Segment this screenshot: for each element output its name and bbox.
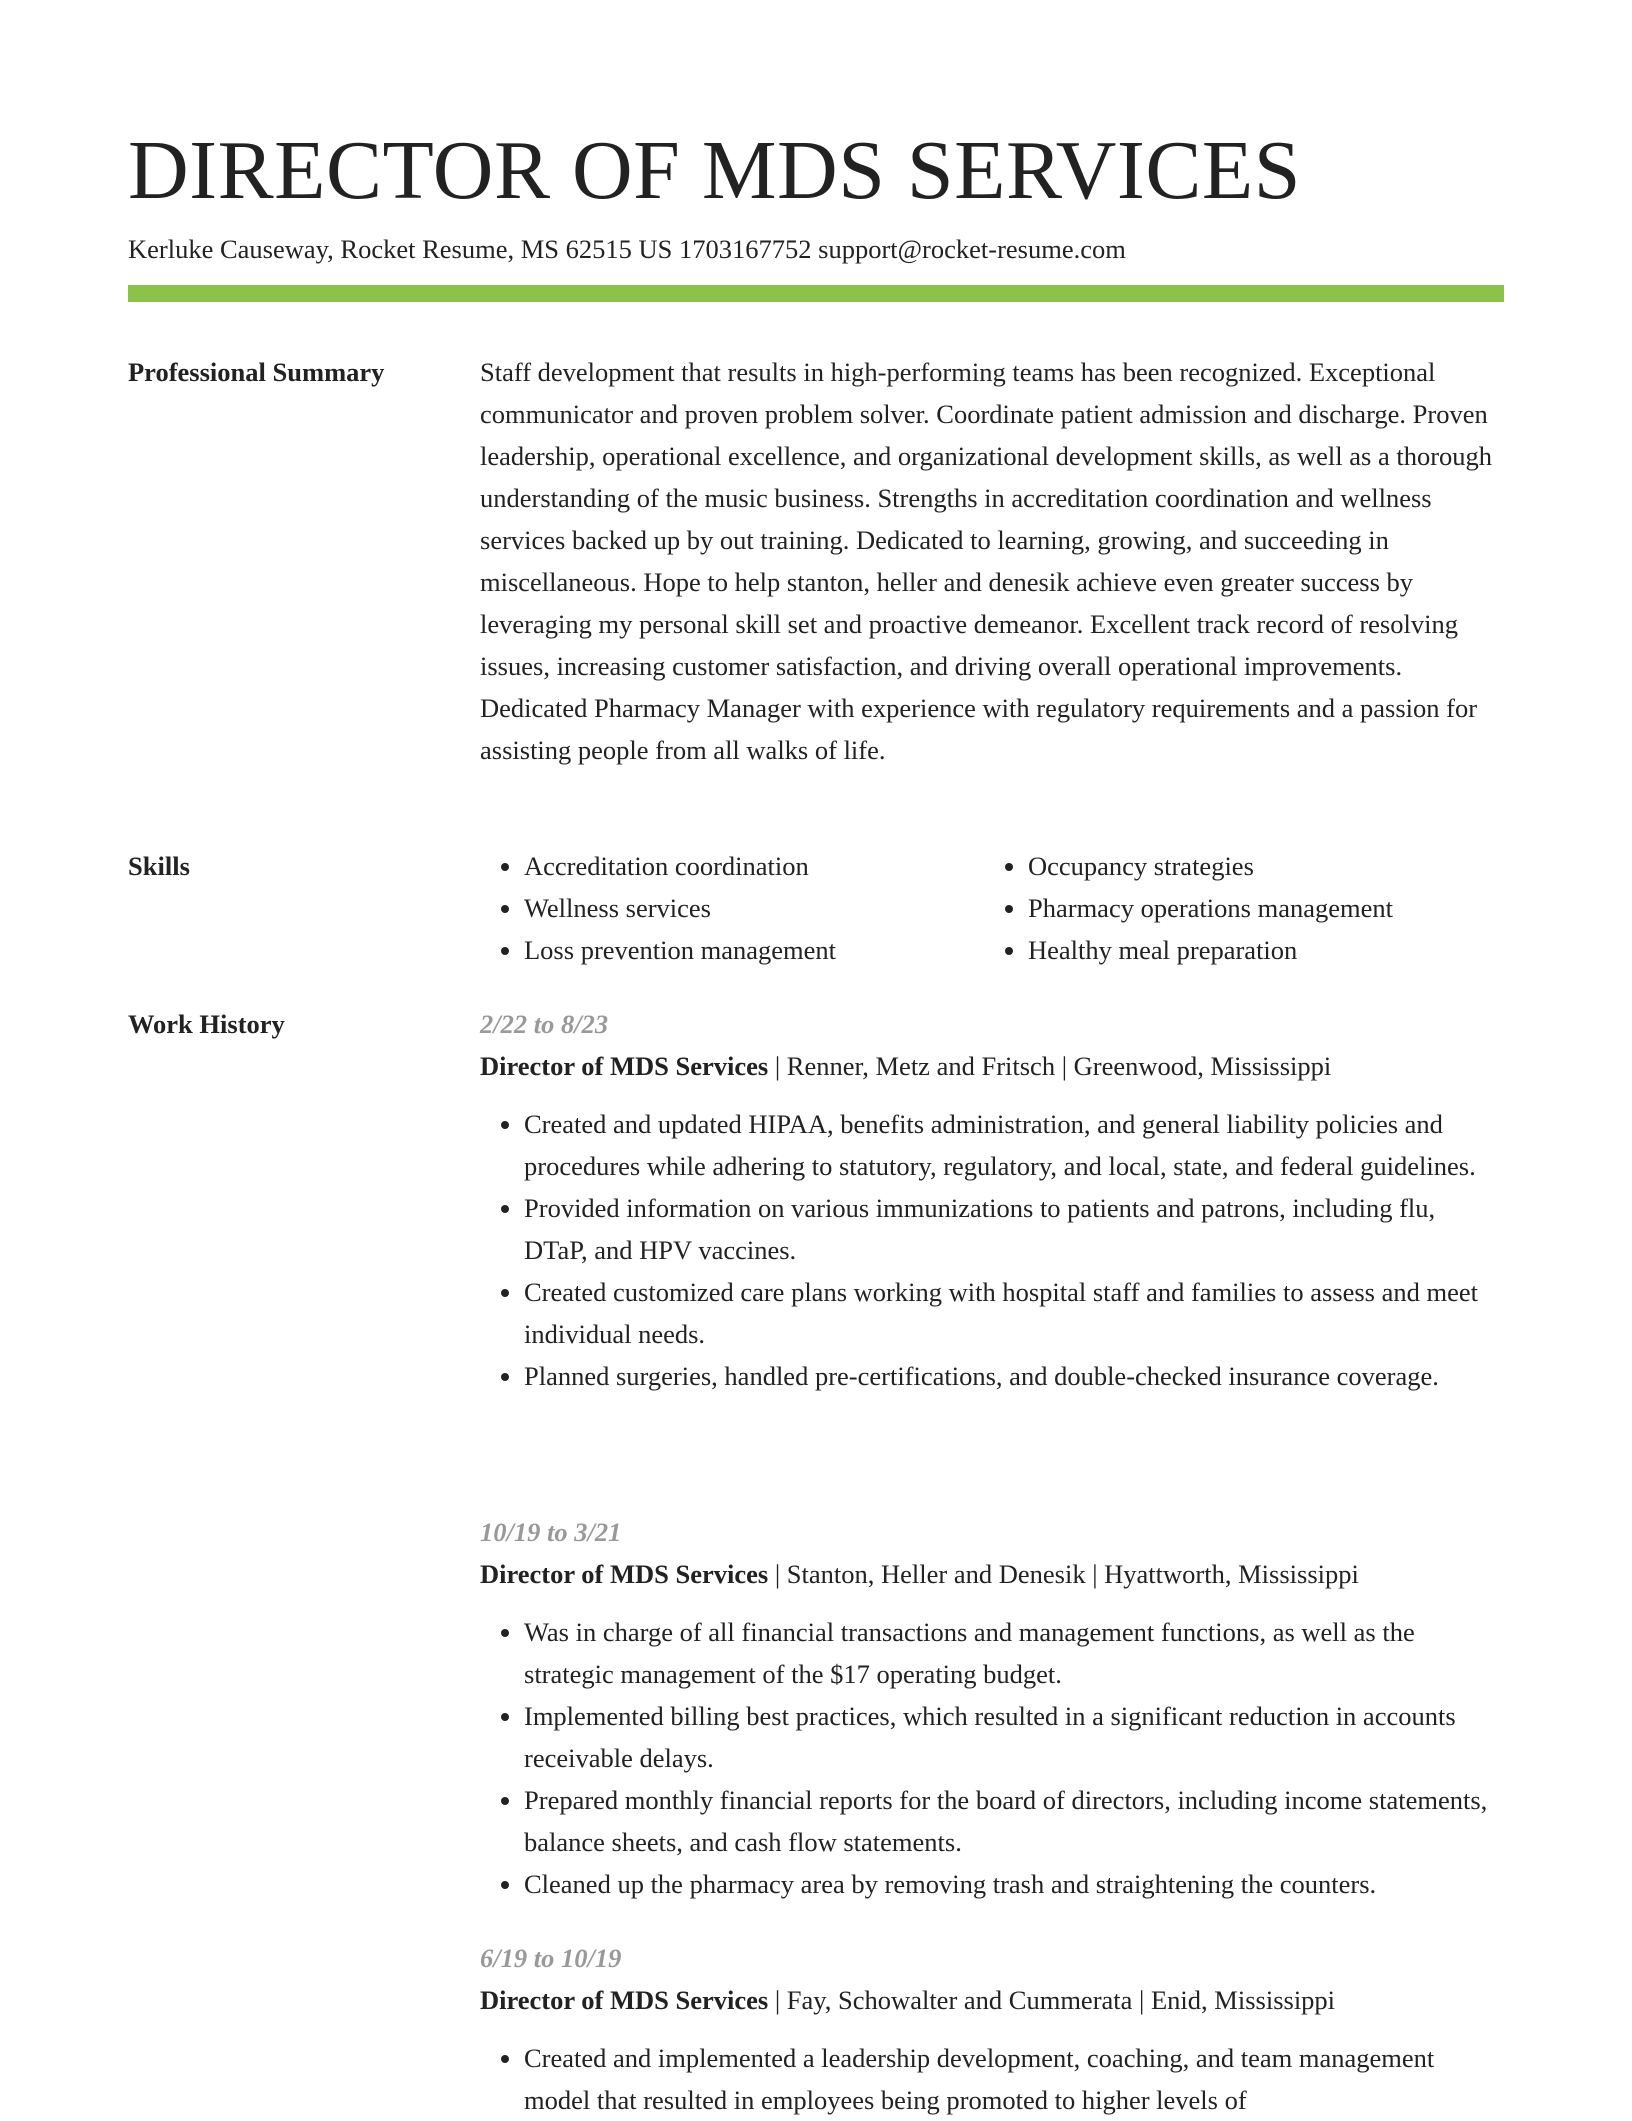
job-entry [480, 1511, 1504, 1905]
job-bullet: • Prepared monthly financial reports for the board of directors, including income statements, balance sheets, and cash flow statements. [524, 1779, 1504, 1863]
job-title: Director of MDS Services [480, 1559, 769, 1589]
skills-list-left [480, 845, 836, 971]
job-location: Enid, Mississippi [1150, 1985, 1336, 2015]
summary-body [480, 351, 1504, 771]
job-location: Greenwood, Mississippi [1073, 1051, 1332, 1081]
job-separator: | [768, 1051, 787, 1081]
job-bullet-list [480, 2037, 1504, 2121]
job-separator: | [1055, 1051, 1074, 1081]
job-separator: | [768, 1559, 787, 1589]
skills-heading: Skills [128, 851, 190, 881]
job-bullet: • Was in charge of all financial transactions and management functions, as well as the strategic management of the $17 operating budget. [524, 1611, 1504, 1695]
skill-item: • Occupancy strategies [1028, 845, 1393, 887]
job-bullet-list [480, 1103, 1504, 1397]
job-title: Director of MDS Services [480, 1985, 769, 2015]
job-dates: 6/19 to 10/19 [480, 1943, 622, 1973]
job-bullet-list [480, 1611, 1504, 1905]
job-bullet: • Provided information on various immunizations to patients and patrons, including flu, DTaP, and HPV vaccines. [524, 1187, 1504, 1271]
job-bullet: • Created and implemented a leadership development, coaching, and team management model that resulted in employees being promoted to higher levels of [524, 2037, 1504, 2121]
skill-item: • Healthy meal preparation [1028, 929, 1393, 971]
summary-text: Staff development that results in high-performing teams has been recognized. Exceptional communicator and proven problem solver. Coordinate patient admission and discharge. Proven leadership, operational excellence, and organizational development skills, as well as a thorough understanding of the music business. Strengths in accreditation coordination and wellness services backed up by out training. Dedicated to learning, growing, and succeeding in miscellaneous. Hope to help stanton, heller and denesik achieve even greater success by leveraging my personal skill set and proactive demeanor. Excellent track record of resolving issues, increasing customer satisfaction, and driving overall operational improvements. Dedicated Pharmacy Manager with experience with regulatory requirements and a passion for assisting people from all walks of life. [480, 357, 1493, 765]
job-entry [480, 1937, 1504, 2121]
skills-list-right [984, 845, 1393, 971]
job-heading [480, 1553, 1504, 1595]
job-bullet: • Cleaned up the pharmacy area by removing trash and straightening the counters. [524, 1863, 1504, 1905]
skill-item: • Pharmacy operations management [1028, 887, 1393, 929]
job-separator: | [1132, 1985, 1151, 2015]
skill-item: • Loss prevention management [524, 929, 836, 971]
skill-item: • Accreditation coordination [524, 845, 836, 887]
job-company: Renner, Metz and Fritsch [786, 1051, 1056, 1081]
job-dates: 2/22 to 8/23 [480, 1009, 609, 1039]
work-history-heading: Work History [128, 1009, 285, 1039]
summary-heading: Professional Summary [128, 357, 385, 387]
job-dates: 10/19 to 3/21 [480, 1517, 622, 1547]
accent-divider [128, 285, 1504, 302]
job-separator: | [768, 1985, 787, 2015]
job-heading [480, 1045, 1504, 1087]
job-title: Director of MDS Services [480, 1051, 769, 1081]
job-bullet: • Created and updated HIPAA, benefits administration, and general liability policies and procedures while adhering to statutory, regulatory, and local, state, and federal guidelines. [524, 1103, 1504, 1187]
job-separator: | [1085, 1559, 1105, 1589]
job-entry [480, 1003, 1504, 1397]
job-company: Stanton, Heller and Denesik [786, 1559, 1086, 1589]
skill-item: • Wellness services [524, 887, 836, 929]
job-bullet: • Planned surgeries, handled pre-certifications, and double-checked insurance coverage. [524, 1355, 1504, 1397]
job-bullet: • Created customized care plans working with hospital staff and families to assess and meet individual needs. [524, 1271, 1504, 1355]
resume-title: DIRECTOR OF MDS SERVICES [128, 124, 1301, 217]
job-company: Fay, Schowalter and Cummerata [786, 1985, 1133, 2015]
contact-line: Kerluke Causeway, Rocket Resume, MS 62515 US 1703167752 support@rocket-resume.com [128, 234, 1126, 264]
job-location: Hyattworth, Mississippi [1104, 1559, 1359, 1589]
job-heading [480, 1979, 1504, 2021]
job-bullet: • Implemented billing best practices, which resulted in a significant reduction in accounts receivable delays. [524, 1695, 1504, 1779]
